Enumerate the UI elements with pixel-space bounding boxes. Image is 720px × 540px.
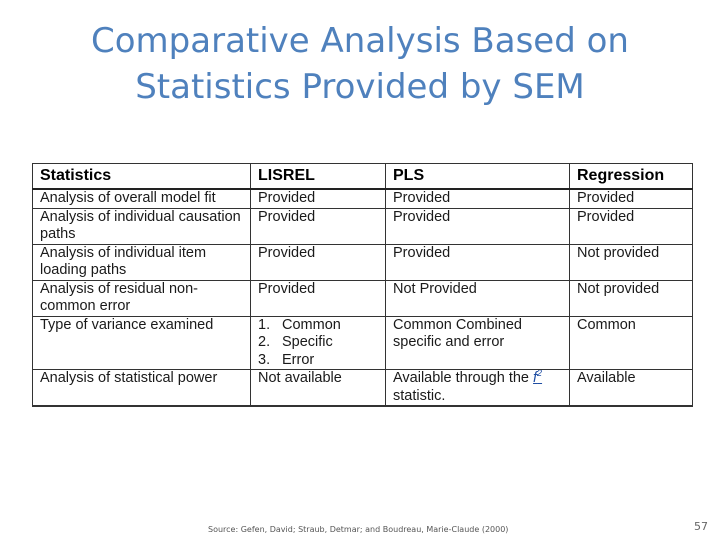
cell-regression: Common	[570, 316, 693, 370]
cell-regression: Provided	[570, 208, 693, 244]
table-header-row	[33, 164, 693, 190]
cell-statistic: Type of variance examined	[33, 316, 251, 370]
list-number: 1.	[258, 316, 271, 333]
list-item	[258, 334, 378, 352]
header-pls: PLS	[386, 164, 570, 190]
cell-regression: Not provided	[570, 280, 693, 316]
cell-statistic: Analysis of overall model fit	[33, 189, 251, 208]
cell-lisrel: Provided	[251, 244, 386, 280]
slide-title	[40, 18, 680, 110]
cell-statistic: Analysis of statistical power	[33, 370, 251, 407]
cell-statistic: Analysis of individual item loading paths	[33, 244, 251, 280]
cell-pls: Provided	[386, 208, 570, 244]
f-superscript: 2	[537, 369, 543, 379]
cell-lisrel: Provided	[251, 280, 386, 316]
cell-regression: Available	[570, 370, 693, 407]
cell-pls	[386, 370, 570, 407]
header-statistics: Statistics	[33, 164, 251, 190]
cell-statistic: Analysis of individual causation paths	[33, 208, 251, 244]
cell-pls: Common Combined specific and error	[386, 316, 570, 370]
table-row	[33, 208, 693, 244]
table-row	[33, 370, 693, 407]
cell-pls: Not Provided	[386, 280, 570, 316]
list-item	[258, 352, 378, 370]
source-citation: Source: Gefen, David; Straub, Detmar; and Boudreau, Marie-Claude (2000)	[208, 525, 509, 534]
cell-statistic	[33, 280, 251, 316]
f-squared-link[interactable]	[533, 370, 542, 386]
header-lisrel: LISREL	[251, 164, 386, 190]
f-symbol: f	[533, 370, 538, 386]
list-text: Specific	[282, 334, 333, 350]
cell-lisrel: Provided	[251, 189, 386, 208]
title-line-2: Statistics Provided by SEM	[135, 67, 585, 107]
list-text: Error	[282, 351, 315, 368]
cell-lisrel: Provided	[251, 208, 386, 244]
list-text: Common	[282, 316, 341, 333]
table-row	[33, 244, 693, 280]
list-item	[258, 317, 378, 335]
table-row	[33, 280, 693, 316]
cell-regression: Provided	[570, 189, 693, 208]
comparison-table	[32, 163, 693, 407]
header-regression: Regression	[570, 164, 693, 190]
cell-pls: Provided	[386, 189, 570, 208]
title-line-1: Comparative Analysis Based on	[91, 21, 629, 61]
cell-lisrel	[251, 316, 386, 370]
cell-lisrel: Not available	[251, 370, 386, 407]
table-row	[33, 189, 693, 208]
list-number: 2.	[258, 334, 271, 350]
pls-text-suffix: statistic.	[393, 387, 446, 404]
list-number: 3.	[258, 351, 271, 368]
statistic-text: Analysis of residual non-common error	[40, 280, 198, 314]
cell-regression: Not provided	[570, 244, 693, 280]
cell-pls: Provided	[386, 244, 570, 280]
page-number: 57	[694, 520, 708, 533]
pls-text-prefix: Available through the	[393, 370, 534, 386]
table-row	[33, 316, 693, 370]
